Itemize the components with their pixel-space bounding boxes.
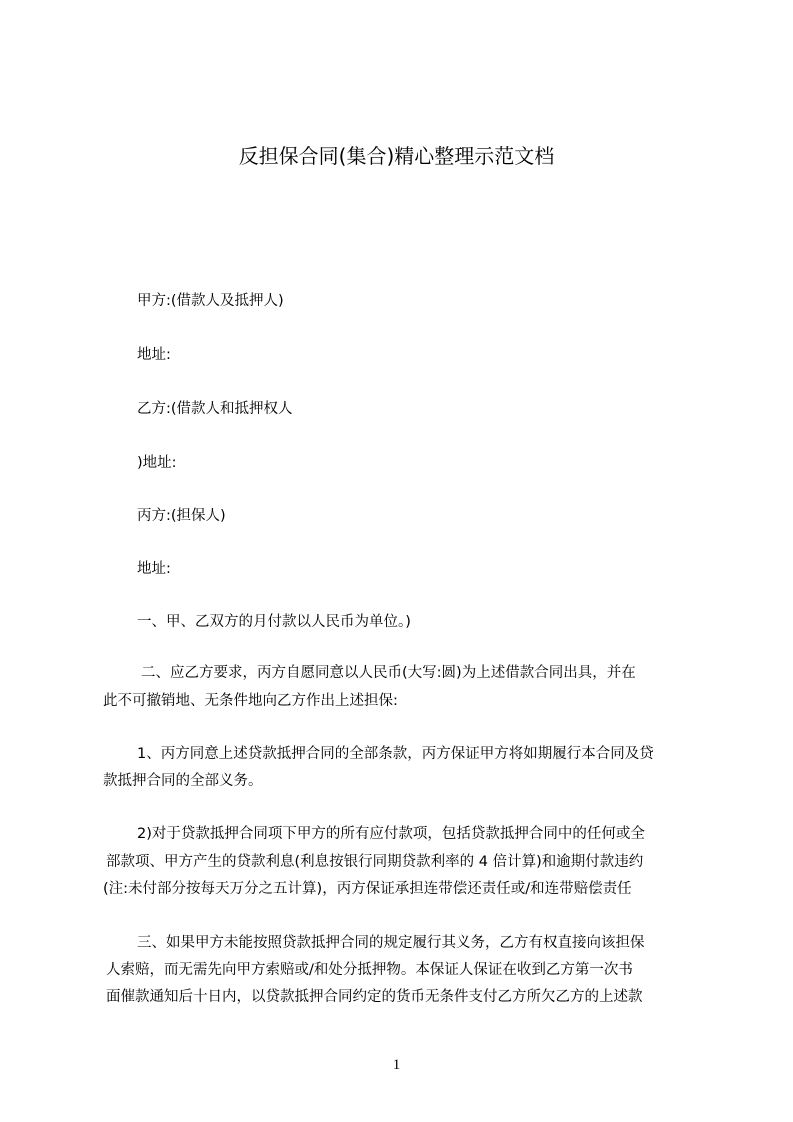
clause-2-line-1: 二、应乙方要求，丙方自愿同意以人民币(大写:圆)为上述借款合同出具，并在 bbox=[141, 665, 636, 681]
party-b-address-line: )地址: bbox=[137, 455, 177, 471]
party-a-address-line: 地址: bbox=[137, 347, 171, 363]
clause-3-line-2: 人索赔，而无需先向甲方索赔或/和处分抵押物。本保证人保证在收到乙方第一次书 bbox=[106, 962, 633, 978]
clause-2-item-1-line-2: 款抵押合同的全部义务。 bbox=[103, 773, 263, 789]
party-c-line: 丙方:(担保人) bbox=[137, 508, 226, 524]
clause-2-item-2-line-1: 2)对于贷款抵押合同项下甲方的所有应付款项，包括贷款抵押合同中的任何或全 bbox=[137, 826, 645, 842]
party-b-line: 乙方:(借款人和抵押权人 bbox=[137, 401, 293, 417]
clause-2-item-1-line-1: 1、丙方同意上述贷款抵押合同的全部条款，丙方保证甲方将如期履行本合同及贷 bbox=[137, 746, 654, 762]
clause-3-line-3: 面催款通知后十日内，以贷款抵押合同约定的货币无条件支付乙方所欠乙方的上述款 bbox=[106, 989, 643, 1005]
clause-2-item-2-line-3: (注:未付部分按每天万分之五计算)，丙方保证承担连带偿还责任或/和连带赔偿责任 bbox=[103, 881, 632, 897]
party-a-line: 甲方:(借款人及抵押人) bbox=[137, 293, 284, 309]
clause-2-line-2: 此不可撤销地、无条件地向乙方作出上述担保: bbox=[103, 693, 398, 709]
page-title: 反担保合同(集合)精心整理示范文档 bbox=[238, 144, 555, 168]
clause-3-line-1: 三、如果甲方未能按照贷款抵押合同的规定履行其义务，乙方有权直接向该担保 bbox=[137, 935, 645, 951]
clause-1-line: 一、甲、乙双方的月付款以人民币为单位。) bbox=[137, 614, 411, 630]
page-number: 1 bbox=[392, 1057, 401, 1073]
party-c-address-line: 地址: bbox=[137, 561, 171, 577]
clause-2-item-2-line-2: 部款项、甲方产生的贷款利息(利息按银行同期贷款利率的 4 倍计算)和逾期付款违约 bbox=[106, 854, 644, 870]
